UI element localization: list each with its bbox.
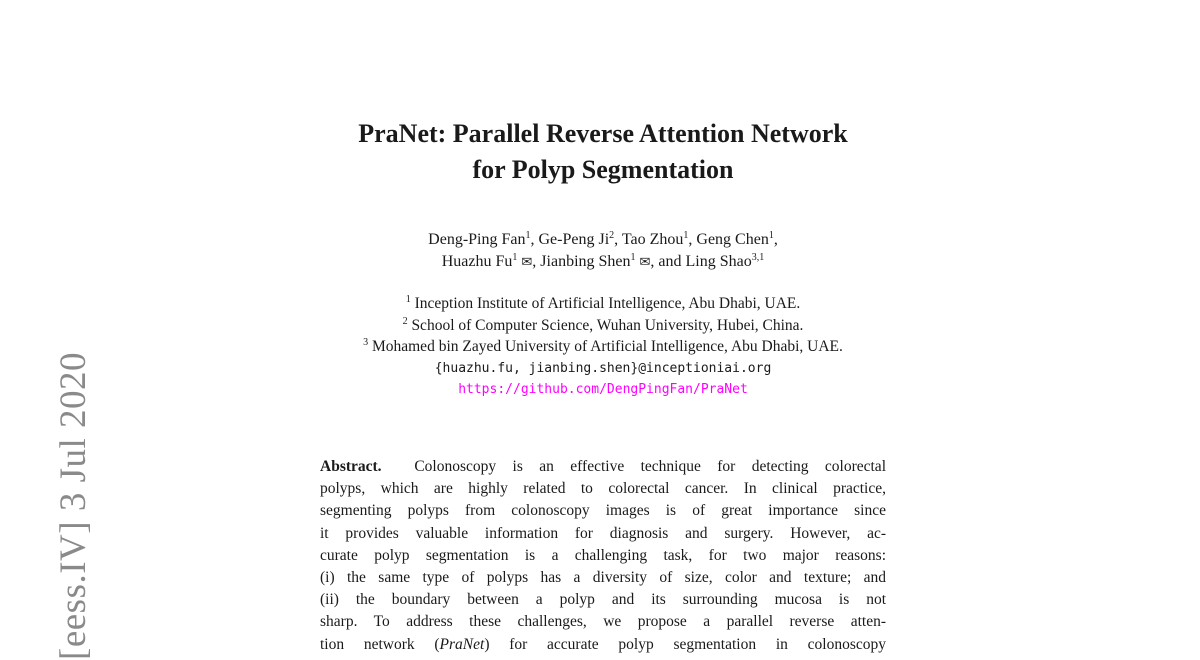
abstract-emphasis: PraNet xyxy=(439,635,485,653)
author-affiliation-mark: 1 xyxy=(683,230,689,241)
author-name: Jianbing Shen xyxy=(540,253,631,270)
author-name: Tao Zhou xyxy=(621,231,684,248)
author-name: Ge-Peng Ji xyxy=(538,231,610,248)
arxiv-side-stamp: [eess.IV] 3 Jul 2020 xyxy=(53,351,94,660)
and-word: and xyxy=(658,253,682,270)
abstract-line: curate polyp segmentation is a challenging task, for two major reasons: xyxy=(320,546,886,564)
abstract-line: (ii) the boundary between a polyp and its surrounding mucosa is not xyxy=(320,591,886,609)
repo-link[interactable]: https://github.com/DengPingFan/PraNet xyxy=(458,382,748,397)
title-line-2: for Polyp Segmentation xyxy=(472,155,734,184)
abstract-text: tion network ( xyxy=(320,635,440,653)
author-affiliation-mark: 1 xyxy=(512,252,518,263)
affiliation-item xyxy=(200,315,1006,337)
affiliation-text: Mohamed bin Zayed University of Artificial Intelligence, Abu Dhabi, UAE. xyxy=(371,338,843,355)
envelope-icon: ✉ xyxy=(521,255,533,270)
abstract-line: sharp. To address these challenges, we propose a parallel reverse atten- xyxy=(320,613,886,631)
abstract-line: polyps, which are highly related to colorectal cancer. In clinical practice, xyxy=(320,480,886,498)
abstract-line: it provides valuable information for diagnosis and surgery. However, ac- xyxy=(320,524,886,542)
abstract-line xyxy=(320,456,886,478)
contact-emails: {huazhu.fu, jianbing.shen}@inceptioniai.org xyxy=(434,360,772,376)
author-name: Ling Shao xyxy=(685,253,752,270)
abstract-line: (i) the same type of polyps has a diversity of size, color and texture; and xyxy=(320,569,886,587)
affiliation-block xyxy=(200,293,1006,401)
author-affiliation-mark: 2 xyxy=(609,230,615,241)
abstract-line xyxy=(320,634,886,656)
author-name: Deng-Ping Fan xyxy=(428,231,526,248)
affiliation-mark: 1 xyxy=(405,294,411,305)
abstract-text: ) for accurate polyp segmentation in colonoscopy xyxy=(484,635,886,653)
title-line-1: PraNet: Parallel Reverse Attention Network xyxy=(358,119,848,148)
author-affiliation-mark: 3,1 xyxy=(751,252,765,263)
envelope-icon: ✉ xyxy=(639,255,651,270)
affiliation-mark: 3 xyxy=(363,337,369,348)
affiliation-item xyxy=(200,293,1006,315)
affiliation-text: School of Computer Science, Wuhan University, Hubei, China. xyxy=(411,316,804,334)
author-line-2: Huazhu Fu$^1$ ✉, Jianbing Shen$^1$ ✉, and Ling Shao$^{3,1}$ xyxy=(441,252,765,270)
author-line-1: Deng-Ping Fan$^1$, Ge-Peng Ji$^2$, Tao Zhou$^1$, Geng Chen$^1$, xyxy=(428,230,778,248)
abstract-label: Abstract. xyxy=(320,458,382,475)
author-affiliation-mark: 1 xyxy=(525,230,531,241)
author-list xyxy=(200,229,1006,274)
affiliation-mark: 2 xyxy=(402,315,408,327)
affiliation-item xyxy=(200,336,1006,358)
abstract-text: Colonoscopy is an effective technique for detecting colorectal xyxy=(414,458,886,475)
affiliation-text: Inception Institute of Artificial Intelligence, Abu Dhabi, UAE. xyxy=(414,295,801,312)
abstract-line: segmenting polyps from colonoscopy images is of great importance since xyxy=(320,502,886,520)
author-affiliation-mark: 1 xyxy=(768,230,774,241)
author-affiliation-mark: 1 xyxy=(630,252,636,263)
author-name: Geng Chen xyxy=(696,231,769,248)
abstract-block xyxy=(320,456,886,656)
author-name: Huazhu Fu xyxy=(441,253,513,270)
paper-title xyxy=(200,116,1006,188)
